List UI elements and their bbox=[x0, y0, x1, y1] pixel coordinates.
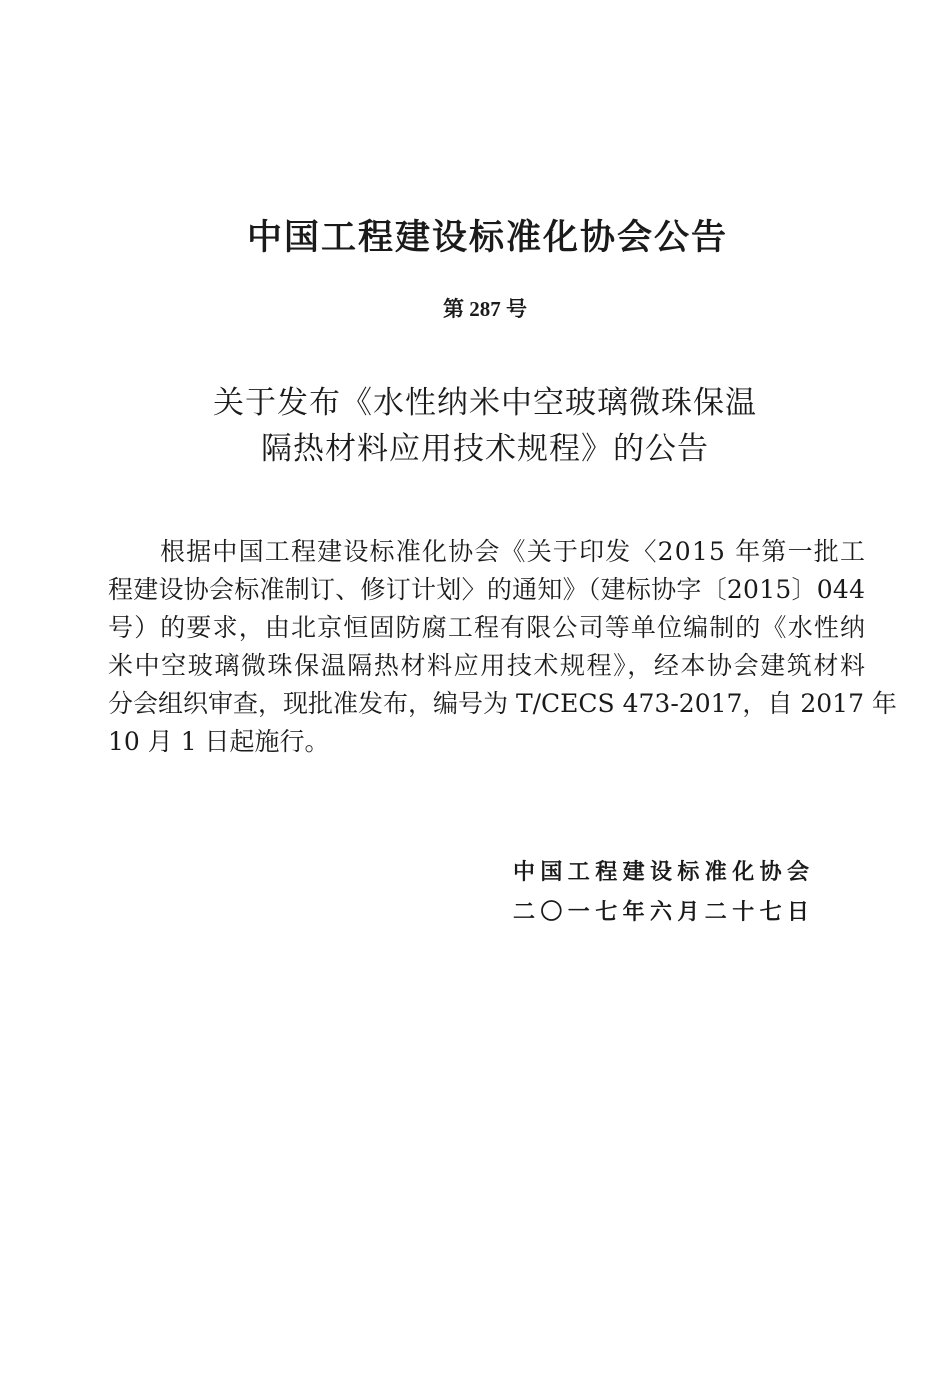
body-line-1: 根据中国工程建设标准化协会《关于印发〈2015 年第一批工 bbox=[160, 537, 867, 566]
signature-issuer: 中国工程建设标准化协会 bbox=[513, 860, 815, 885]
body-line-4: 米中空玻璃微珠保温隔热材料应用技术规程》，经本协会建筑材料 bbox=[108, 651, 867, 680]
page-title: 中国工程建设标准化协会公告 bbox=[246, 218, 728, 258]
body-line-5: 分会组织审查，现批准发布，编号为 T/CECS 473-2017，自 2017 年 bbox=[108, 689, 897, 718]
announcement-number: 第 287 号 bbox=[443, 297, 527, 321]
body-line-3: 号）的要求，由北京恒固防腐工程有限公司等单位编制的《水性纳 bbox=[108, 613, 867, 642]
subject-line-2: 隔热材料应用技术规程》的公告 bbox=[261, 431, 709, 467]
body-line-2: 程建设协会标准制订、修订计划〉的通知》（建标协字〔2015〕044 bbox=[108, 575, 866, 604]
body-line-6: 10 月 1 日起施行。 bbox=[108, 727, 330, 756]
subject-line-1: 关于发布《水性纳米中空玻璃微珠保温 bbox=[213, 385, 757, 421]
signature-date: 二〇一七年六月二十七日 bbox=[513, 900, 815, 925]
